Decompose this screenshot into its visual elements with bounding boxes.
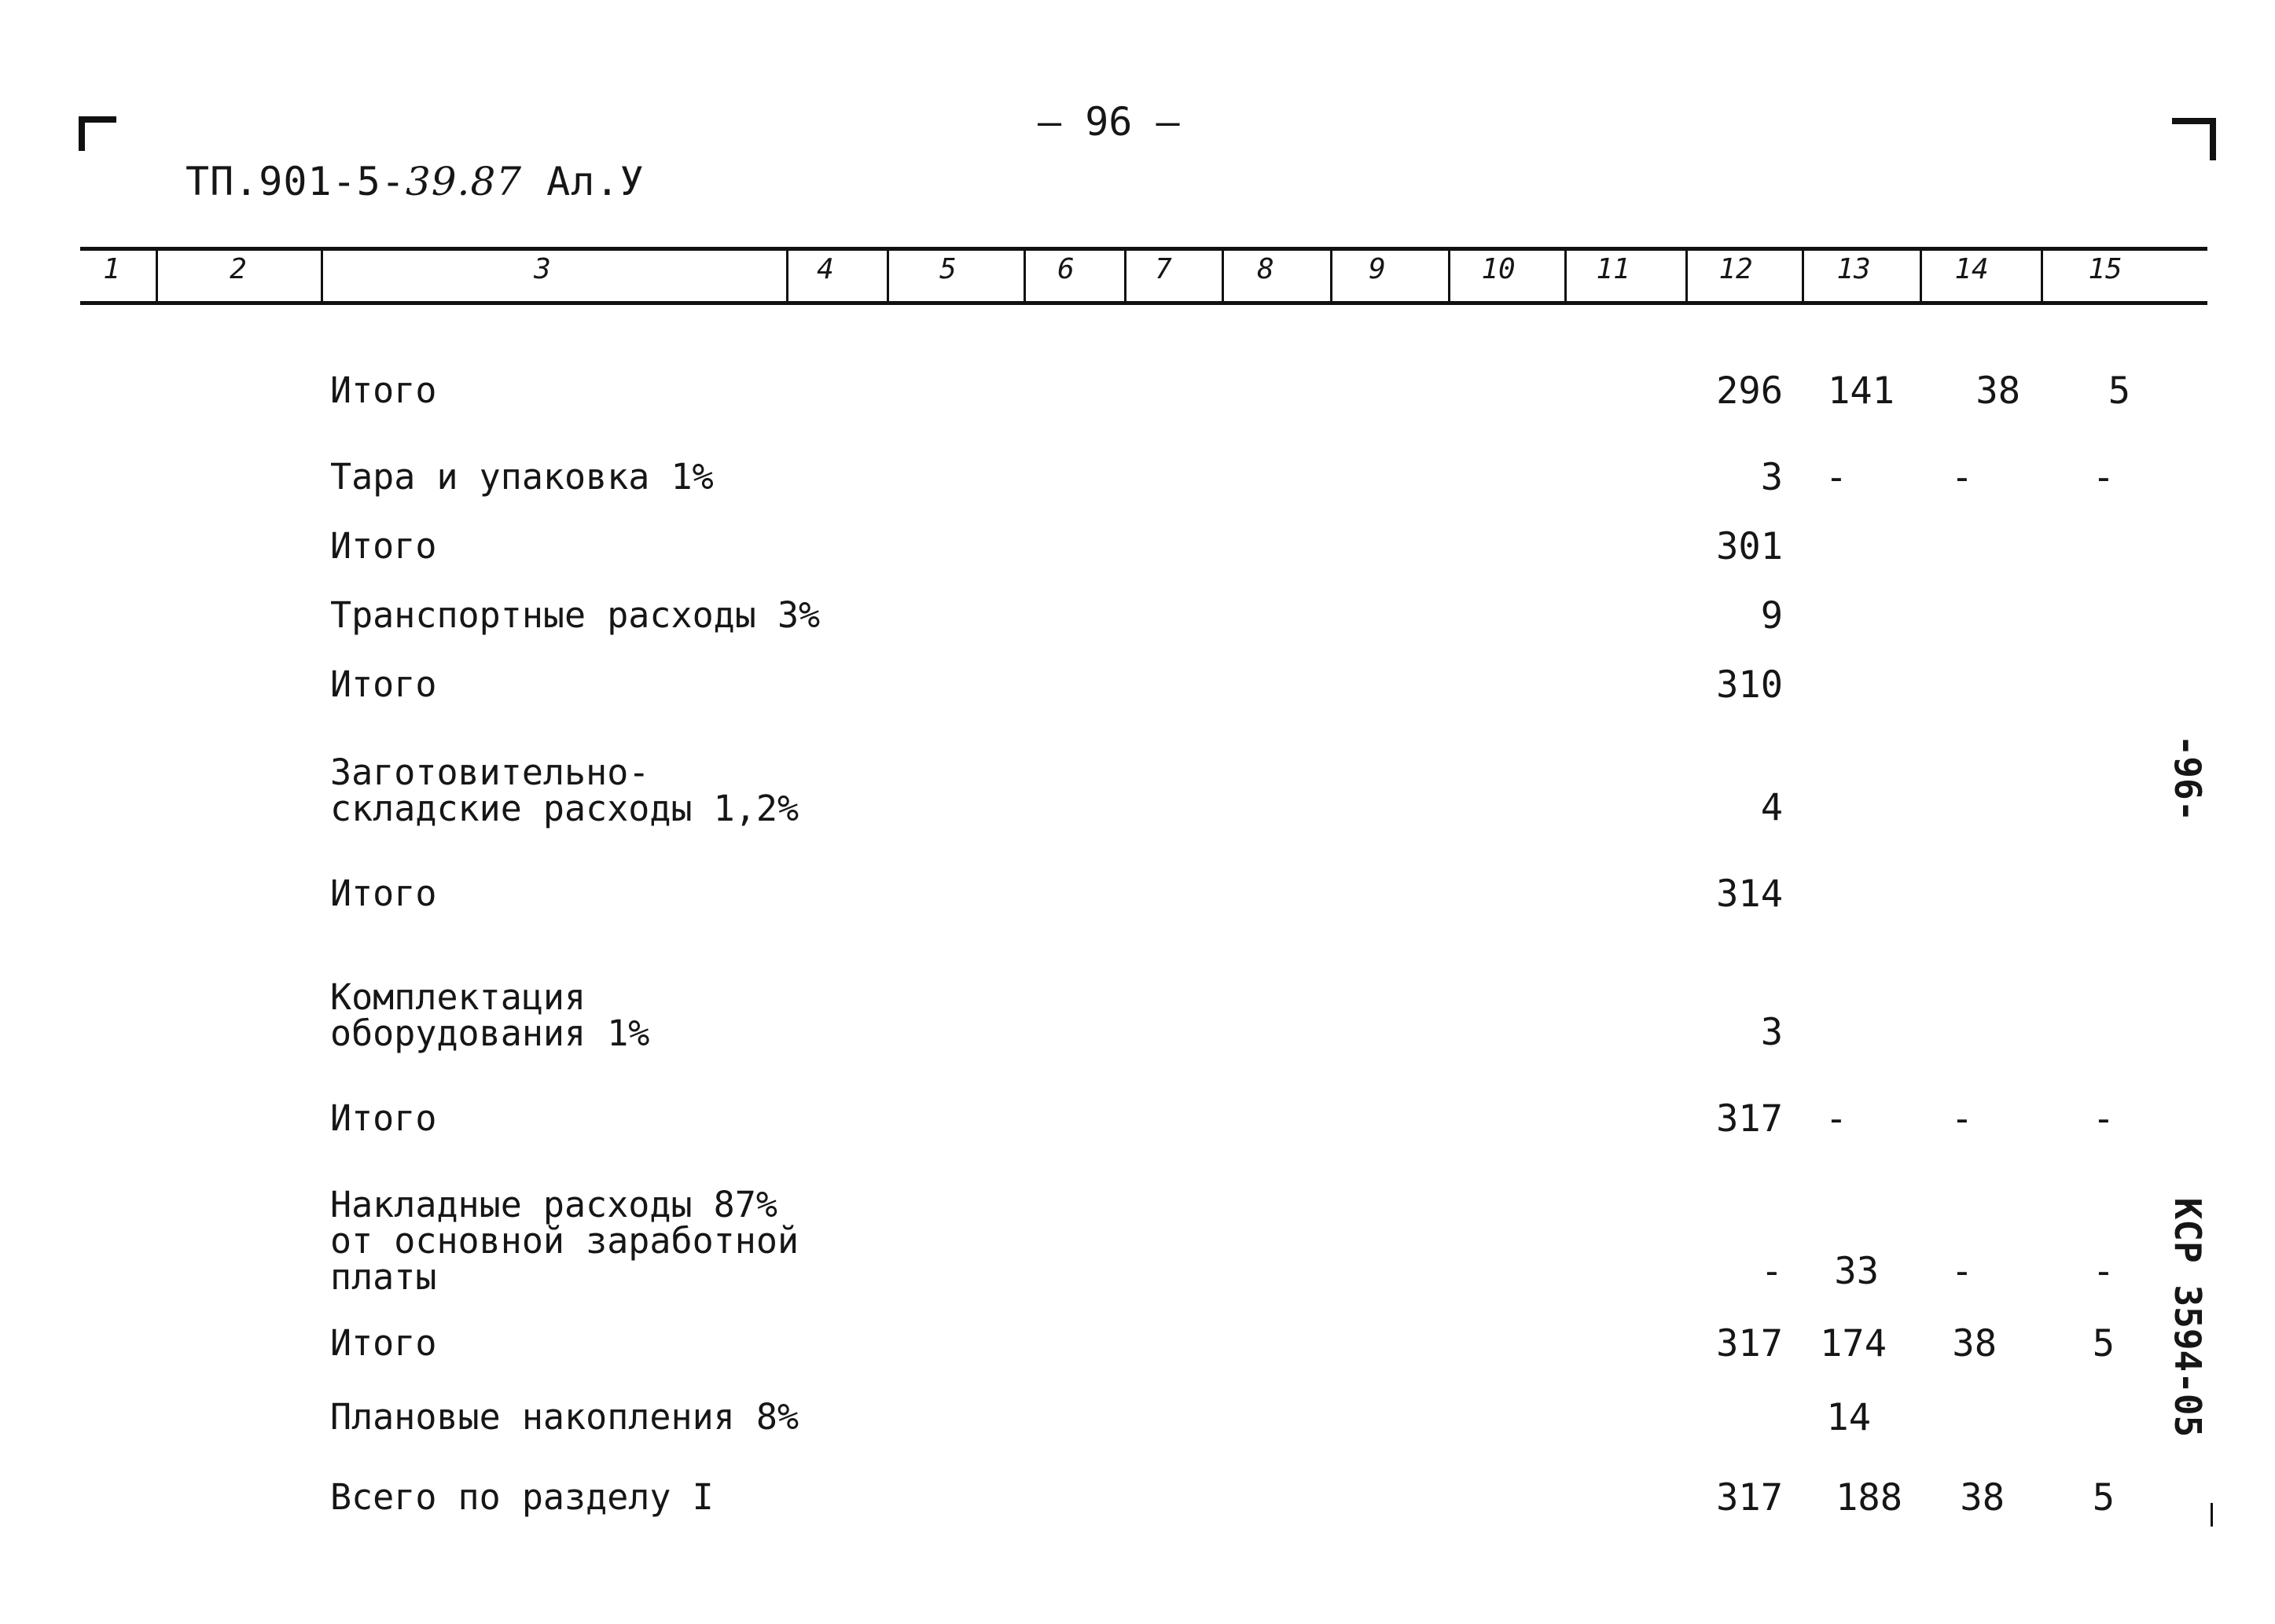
column-number-10: 10 [1481,253,1516,285]
row-value-col13: 141 [1828,369,1895,413]
row-value-col12: 314 [1716,873,1783,916]
row-value-col12: 9 [1760,594,1783,637]
row-value-col12: - [1760,1250,1783,1293]
corner-mark-top-right [2172,118,2216,160]
row-value-col13: 188 [1836,1476,1902,1519]
row-value-col12: 317 [1716,1097,1783,1141]
column-number-1: 1 [103,253,120,285]
row-value-col15: - [2092,1250,2115,1293]
column-number-11: 11 [1596,253,1630,285]
header-rule-top [80,247,2207,251]
row-value-col13: 14 [1826,1396,1871,1439]
column-divider [1124,248,1126,303]
column-divider [1222,248,1224,303]
document-code [186,159,645,204]
row-value-col12: 4 [1760,786,1783,829]
row-value-col13: 174 [1820,1322,1887,1365]
column-divider [2041,248,2043,303]
column-number-7: 7 [1155,253,1172,285]
row-value-col14: 38 [1975,369,2020,413]
corner-mark-top-left [79,116,116,151]
row-label: Транспортные расходы 3% [330,594,821,636]
document-code-prefix: ТП.901-5- [186,159,406,204]
column-number-5: 5 [939,253,957,285]
row-label: Итого [330,369,437,411]
row-value-col12: 301 [1716,525,1783,568]
column-divider [786,248,788,303]
row-value-col15: - [2092,1097,2115,1141]
margin-tick [2211,1503,2213,1527]
row-label: Итого [330,873,437,914]
row-value-col13: - [1825,456,1847,499]
row-label: Комплектация оборудования 1% [330,976,650,1054]
column-number-8: 8 [1257,253,1274,285]
row-value-col12: 3 [1760,456,1783,499]
row-value-col14: - [1950,1097,1973,1141]
column-number-9: 9 [1369,253,1386,285]
column-divider [1448,248,1450,303]
header-rule-bottom [80,301,2207,305]
column-divider [1802,248,1804,303]
row-value-col12: 317 [1716,1476,1783,1519]
column-divider [1564,248,1567,303]
column-divider [1920,248,1922,303]
column-divider [321,248,323,303]
row-label: Итого [330,663,437,705]
row-value-col15: 5 [2092,1322,2115,1365]
document-code-suffix: Ал.У [522,159,645,204]
row-value-col13: - [1825,1097,1847,1141]
document-code-handwritten: 39.87 [405,159,523,204]
row-label: Итого [330,1097,437,1139]
row-value-col15: - [2092,456,2115,499]
column-number-4: 4 [817,253,834,285]
row-value-col14: - [1950,456,1973,499]
row-value-col14: 38 [1960,1476,2005,1519]
row-label: Тара и упаковка 1% [330,456,714,498]
row-label: Заготовительно-складские расходы 1,2% [330,751,799,829]
column-divider [887,248,889,303]
column-number-3: 3 [534,253,551,285]
margin-page-mark: -96- [2167,734,2209,822]
row-label: Всего по разделу I [330,1476,714,1518]
column-number-15: 15 [2088,253,2122,285]
column-number-14: 14 [1954,253,1989,285]
column-number-2: 2 [230,253,247,285]
column-number-6: 6 [1057,253,1075,285]
margin-code-mark: КСР 3594-05 [2167,1197,2209,1438]
row-value-col12: 310 [1716,663,1783,707]
row-value-col12: 296 [1716,369,1783,413]
row-value-col15: 5 [2108,369,2130,413]
row-label: Итого [330,525,437,567]
row-label: Итого [330,1322,437,1364]
row-value-col12: 317 [1716,1322,1783,1365]
row-label: Накладные расходы 87% от основной заработной платы [330,1184,799,1298]
column-divider [1685,248,1688,303]
column-divider [1330,248,1332,303]
row-value-col14: - [1950,1250,1973,1293]
row-label: Плановые накопления 8% [330,1396,799,1438]
row-value-col15: 5 [2092,1476,2115,1519]
page-number: — 96 — [1038,99,1180,145]
column-number-12: 12 [1718,253,1753,285]
column-number-13: 13 [1836,253,1871,285]
row-value-col14: 38 [1952,1322,1997,1365]
column-divider [156,248,158,303]
column-divider [1024,248,1026,303]
row-value-col12: 3 [1760,1011,1783,1054]
row-value-col13: 33 [1834,1250,1879,1293]
